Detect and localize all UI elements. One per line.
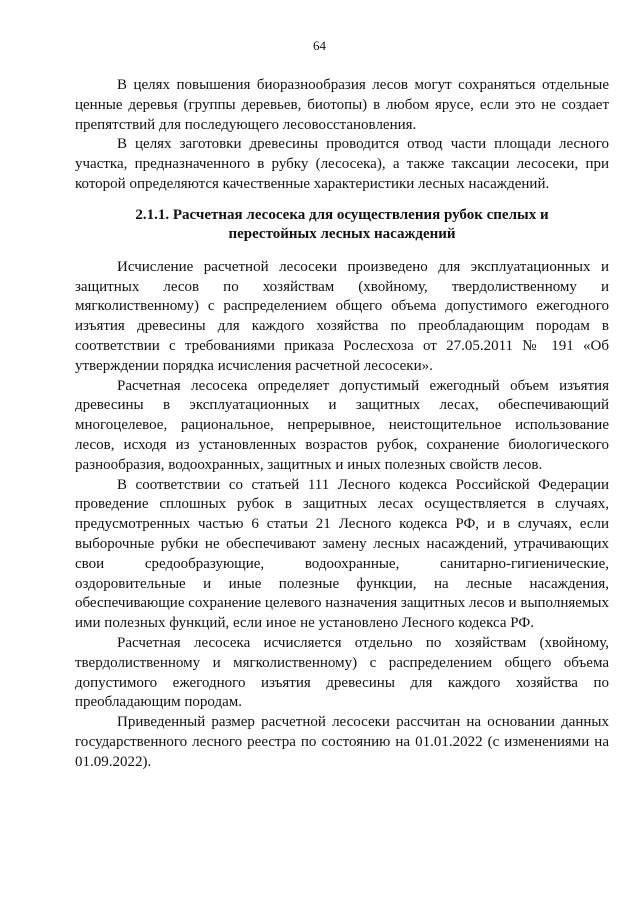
- paragraph-separate-calculation: Расчетная лесосека исчисляется отдельно по хозяйствам (хвойному, твердолиственному и мягколиственному) с распределением общего объема допустимого ежегодного изъятия древесины для каждого хозяйства по преобладающим породам.: [75, 634, 609, 711]
- page-number: 64: [313, 38, 326, 53]
- paragraph-registry-date: Приведенный размер расчетной лесосеки рассчитан на основании данных государственного лесного реестра по состоянию на 01.01.2022 (с изменениями на 01.09.2022).: [75, 714, 609, 770]
- document-body: [75, 76, 609, 773]
- paragraph-biodiversity: В целях повышения биоразнообразия лесов могут сохраняться отдельные ценные деревья (группы деревьев, биотопы) в любом ярусе, если это не создает препятствий для последующего лесовосстановления.: [75, 77, 609, 133]
- section-heading: 2.1.1. Расчетная лесосека для осуществления рубок спелых и перестойных лесных насаждений: [135, 206, 549, 242]
- paragraph-cutting-area-allotment: В целях заготовки древесины проводится отвод части площади лесного участка, предназначенного в рубку (лесосека), а также таксации лесосеки, при которой определяются качественные характеристики лесных насаждений.: [75, 136, 609, 192]
- paragraph-calculation-basis: Исчисление расчетной лесосеки произведено для эксплуатационных и защитных лесов по хозяйствам (хвойному, твердолиственному и мягколиственному) с распределением общего объема допустимого ежегодного изъятия древесины для каждого хозяйства по преобладающим породам в соответствии с требованиями приказа Рослесхоза от 27.05.2011 № 191 «Об утверждении порядка исчисления расчетной лесосеки».: [75, 258, 609, 374]
- paragraph-allowable-cut-definition: Расчетная лесосека определяет допустимый ежегодный объем изъятия древесины в эксплуатационных и защитных лесах, обеспечивающий многоцелевое, рациональное, непрерывное, неистощительное использование лесов, исходя из установленных возрастов рубок, сохранение биологического разнообразия, водоохранных, защитных и иных полезных свойств лесов.: [75, 377, 609, 473]
- paragraph-clear-cutting-rules: В соответствии со статьей 111 Лесного кодекса Российской Федерации проведение сплошных рубок в защитных лесах осуществляется в случаях, предусмотренных частью 6 статьи 21 Лесного кодекса РФ, и в случаях, если выборочные рубки не обеспечивают замену лесных насаждений, утрачивающих свои средообразующие, водоохранные, санитарно-гигиенические, оздоровительные и иные полезные функции, на лесные насаждения, обеспечивающие сохранение целевого назначения защитных лесов и выполняемых ими полезных функций, если иное не установлено Лесного кодекса РФ.: [75, 476, 609, 632]
